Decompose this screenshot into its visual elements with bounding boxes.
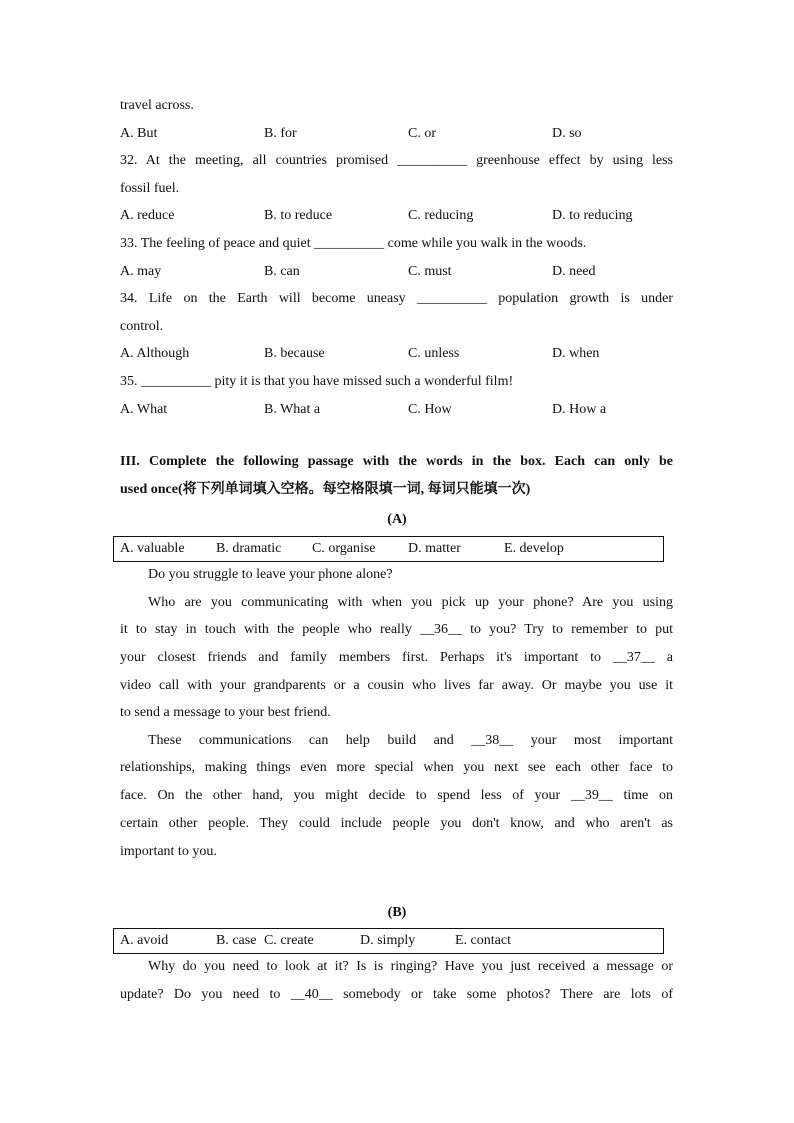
passage-a-line: to send a message to your best friend. <box>120 705 331 720</box>
q35-option-c: C. How <box>408 402 452 417</box>
q34-option-d: D. when <box>552 346 600 361</box>
section-3-heading-line1: III. Complete the following passage with the words in the box. Each can only be <box>120 454 673 469</box>
q33-option-b: B. can <box>264 264 300 279</box>
passage-a-line: your closest friends and family members first. Perhaps it's important to __37__ a <box>120 650 673 665</box>
q34-option-b: B. because <box>264 346 325 361</box>
passage-a-line: certain other people. They could include people you don't know, and who aren't as <box>120 816 673 831</box>
q34-stem-line1: 34. Life on the Earth will become uneasy __________ population growth is under <box>120 291 673 306</box>
section-3-heading-line2: used once(将下列单词填入空格。每空格限填一词, 每词只能填一次) <box>120 482 531 497</box>
q32-option-c: C. reducing <box>408 208 474 223</box>
q32-option-b: B. to reduce <box>264 208 333 223</box>
q32-stem-line2: fossil fuel. <box>120 181 180 196</box>
q35-option-b: B. What a <box>264 402 321 417</box>
passage-a-word-box <box>113 536 664 562</box>
q35-option-a: A. What <box>120 402 168 417</box>
passage-a-line: important to you. <box>120 844 217 859</box>
q32-stem-line1: 32. At the meeting, all countries promised __________ greenhouse effect by using less <box>120 153 673 168</box>
word-box-a-item: B. dramatic <box>216 541 282 556</box>
q33-stem: 33. The feeling of peace and quiet __________ come while you walk in the woods. <box>120 236 587 251</box>
passage-b-word-box <box>113 928 664 954</box>
word-box-b-item: B. case <box>216 933 257 948</box>
q33-option-a: A. may <box>120 264 162 279</box>
q32-option-a: A. reduce <box>120 208 175 223</box>
word-box-a-item: C. organise <box>312 541 376 556</box>
passage-a-line: Who are you communicating with when you pick up your phone? Are you using <box>148 595 673 610</box>
q31-option-b: B. for <box>264 126 297 141</box>
q31-option-a: A. But <box>120 126 158 141</box>
q33-option-d: D. need <box>552 264 596 279</box>
word-box-b-item: C. create <box>264 933 314 948</box>
word-box-b-item: D. simply <box>360 933 416 948</box>
passage-a-line: Do you struggle to leave your phone alone? <box>148 567 393 582</box>
passage-a-line: face. On the other hand, you might decide to spend less of your __39__ time on <box>120 788 673 803</box>
word-box-a-item: A. valuable <box>120 541 185 556</box>
word-box-b-item: E. contact <box>455 933 511 948</box>
q35-option-d: D. How a <box>552 402 607 417</box>
q31-option-c: C. or <box>408 126 436 141</box>
passage-a-line: video call with your grandparents or a cousin who lives far away. Or maybe you use it <box>120 678 673 693</box>
q35-stem: 35. __________ pity it is that you have missed such a wonderful film! <box>120 374 514 389</box>
passage-a-line: relationships, making things even more special when you next see each other face to <box>120 760 673 775</box>
q33-option-c: C. must <box>408 264 452 279</box>
word-box-b-item: A. avoid <box>120 933 169 948</box>
passage-a-line: These communications can help build and __38__ your most important <box>148 733 673 748</box>
q34-option-a: A. Although <box>120 346 190 361</box>
passage-a-label: (A) <box>387 512 407 527</box>
passage-b-label: (B) <box>387 905 407 920</box>
q32-option-d: D. to reducing <box>552 208 633 223</box>
passage-b-line: update? Do you need to __40__ somebody or take some photos? There are lots of <box>120 987 673 1002</box>
word-box-a-item: D. matter <box>408 541 461 556</box>
q34-option-c: C. unless <box>408 346 460 361</box>
passage-a-line: it to stay in touch with the people who really __36__ to you? Try to remember to put <box>120 622 673 637</box>
q31-continuation: travel across. <box>120 98 194 113</box>
q31-option-d: D. so <box>552 126 582 141</box>
q34-stem-line2: control. <box>120 319 164 334</box>
passage-b-line: Why do you need to look at it? Is is ringing? Have you just received a message or <box>148 959 673 974</box>
word-box-a-item: E. develop <box>504 541 564 556</box>
